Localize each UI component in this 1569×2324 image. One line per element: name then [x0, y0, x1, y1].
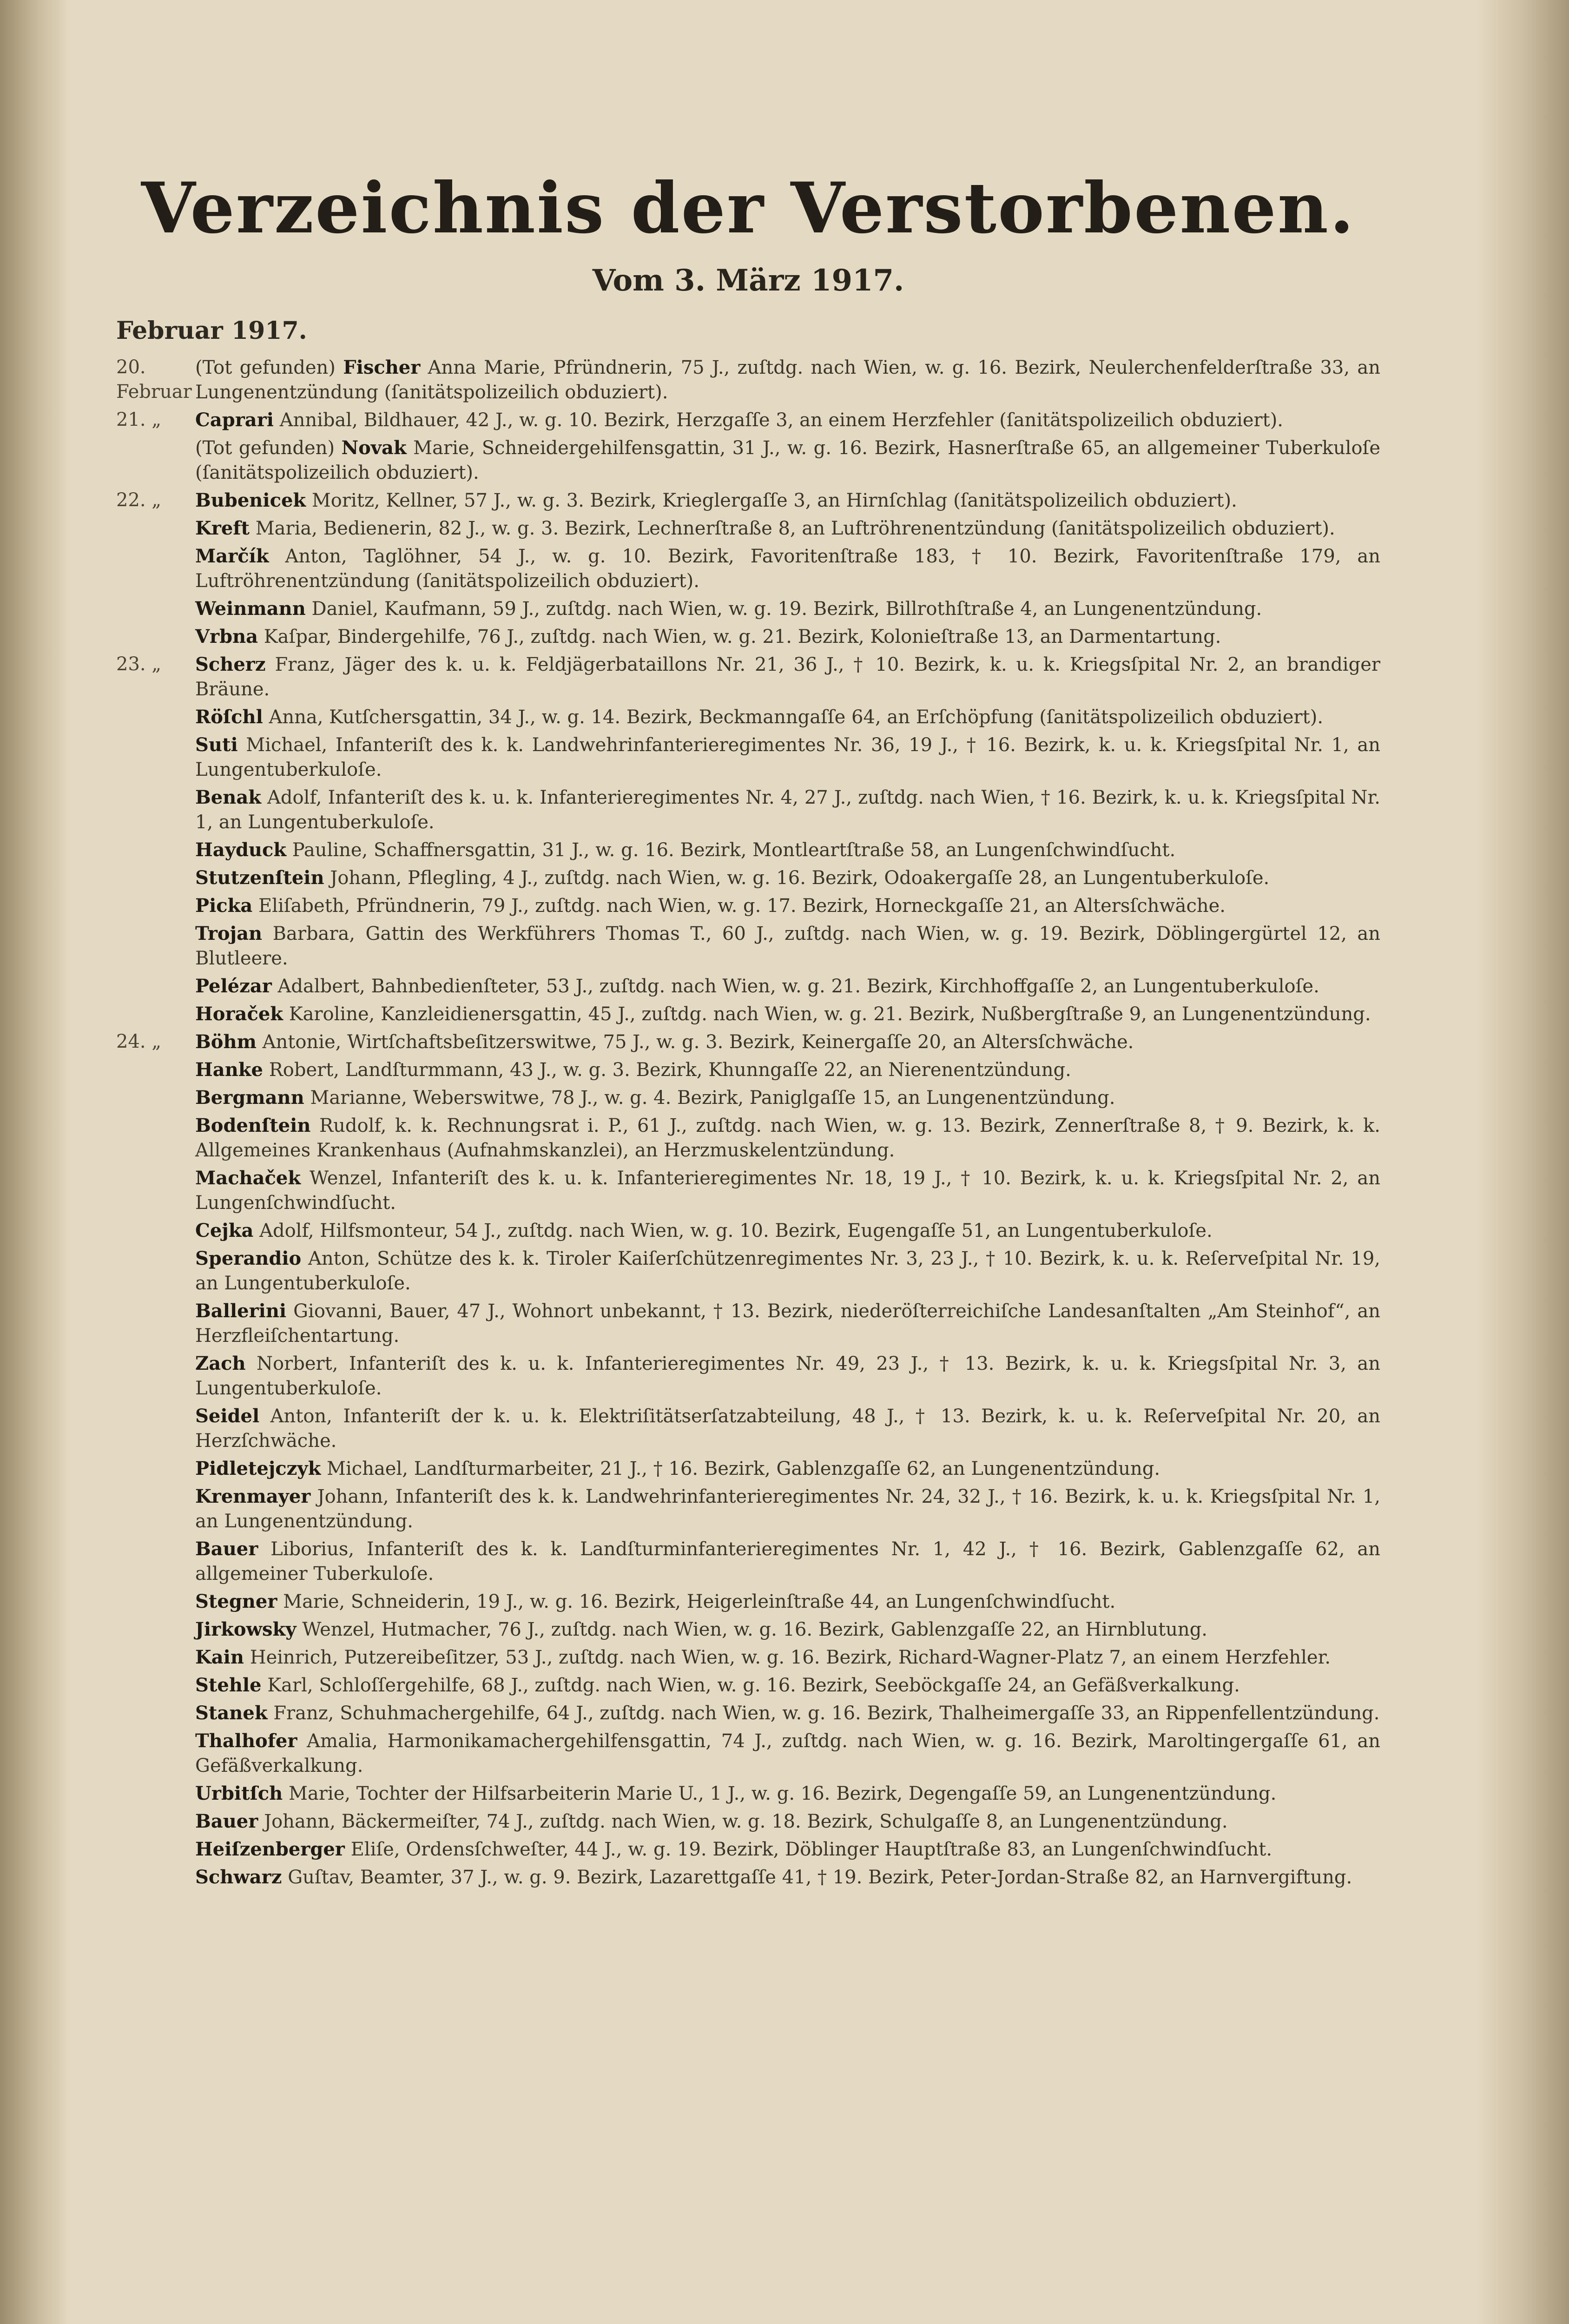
entry-details: Karoline, Kanzleidienersgattin, 45 J., zuſtdg. nach Wien, w. g. 21. Bezirk, Nußbergſtraße 9, an Lungenentzündung.	[289, 1004, 1371, 1025]
entry-text	[195, 1299, 1380, 1348]
entry-date	[116, 1166, 195, 1215]
entry-details: Franz, Schuhmachergehilfe, 64 J., zuſtdg. nach Wien, w. g. 16. Bezirk, Thalheimergaſſe 33, an Rippenfellentzündung.	[273, 1703, 1380, 1724]
entry-details: Anna, Kutſchersgattin, 34 J., w. g. 14. Bezirk, Beckmanngaſſe 64, an Erſchöpfung (ſanitätspolizeilich obduziert).	[269, 706, 1324, 728]
register-entry	[116, 1837, 1380, 1862]
entry-details: Michael, Landſturmarbeiter, 21 J., † 16. Bezirk, Gablenzgaſſe 62, an Lungenentzündung.	[327, 1458, 1160, 1479]
entry-date	[116, 624, 195, 649]
register-entry	[116, 516, 1380, 541]
register-entry	[116, 1299, 1380, 1348]
register-entry	[116, 1404, 1380, 1453]
entry-surname: Stehle	[195, 1674, 262, 1696]
entry-details: Marianne, Weberswitwe, 78 J., w. g. 4. Bezirk, Paniglgaſſe 15, an Lungenentzündung.	[310, 1087, 1115, 1109]
entry-details: Johann, Infanteriſt des k. k. Landwehrinfanterieregimentes Nr. 24, 32 J., † 16. Bezirk, k. u. k. Kriegsſpital Nr. 1, an Lungenentzündung.	[195, 1486, 1380, 1532]
entry-text	[195, 408, 1380, 433]
entry-date	[116, 544, 195, 594]
entry-surname: Zach	[195, 1353, 246, 1374]
entry-note: (Tot gefunden)	[195, 357, 336, 378]
entry-text	[195, 1617, 1380, 1642]
entry-date	[116, 1837, 195, 1862]
entry-text	[195, 1351, 1380, 1401]
register-entry	[116, 1351, 1380, 1401]
entry-surname: Hayduck	[195, 839, 287, 861]
entry-details: Anton, Taglöhner, 54 J., w. g. 10. Bezirk, Favoritenſtraße 183, † 10. Bezirk, Favoritenſtraße 179, an Luftröhrenentzündung (ſanitätspolizeilich obduziert).	[195, 546, 1380, 592]
entry-surname: Caprari	[195, 409, 274, 431]
entry-surname: Jirkowsky	[195, 1618, 297, 1640]
register-entry	[116, 1865, 1380, 1890]
entry-details: Marie, Schneidergehilfensgattin, 31 J., w. g. 16. Bezirk, Hasnerſtraße 65, an allgemeiner Tuberkuloſe (ſanitätspolizeilich obduziert).	[195, 437, 1381, 483]
entry-date	[116, 785, 195, 835]
document-subtitle: Vom 3. März 1917.	[592, 263, 904, 298]
entry-date	[116, 1456, 195, 1481]
entry-details: Adolf, Infanteriſt des k. u. k. Infanterieregimentes Nr. 4, 27 J., zuſtdg. nach Wien, † 16. Bezirk, k. u. k. Kriegsſpital Nr. 1, an Lungentuberkuloſe.	[195, 787, 1381, 833]
entry-text	[195, 516, 1380, 541]
register-entry	[116, 1057, 1380, 1083]
entry-details: Rudolf, k. k. Rechnungsrat i. P., 61 J., zuſtdg. nach Wien, w. g. 13. Bezirk, Zennerſtraße 8, † 9. Bezirk, k. k. Allgemeines Krankenhaus (Aufnahmskanzlei), an Herzmuskelentzündung.	[195, 1115, 1381, 1161]
entry-text	[195, 1781, 1380, 1806]
entry-text	[195, 1589, 1380, 1614]
entry-details: Wenzel, Hutmacher, 76 J., zuſtdg. nach Wien, w. g. 16. Bezirk, Gablenzgaſſe 22, an Hirnblutung.	[302, 1619, 1208, 1640]
entry-text	[195, 1246, 1380, 1296]
entry-details: Daniel, Kaufmann, 59 J., zuſtdg. nach Wien, w. g. 19. Bezirk, Billrothſtraße 4, an Lungenentzündung.	[311, 598, 1262, 620]
entry-details: Giovanni, Bauer, 47 J., Wohnort unbekannt, † 13. Bezirk, niederöſterreichiſche Landesanſtalten „Am Steinhof“, an Herzfleiſchentartung.	[195, 1301, 1381, 1347]
entry-surname: Stutzenſtein	[195, 867, 324, 889]
entry-note: (Tot gefunden)	[195, 437, 335, 459]
death-register-list	[116, 355, 1380, 1890]
entry-date	[116, 705, 195, 730]
entry-details: Moritz, Kellner, 57 J., w. g. 3. Bezirk, Krieglergaſſe 3, an Hirnſchlag (ſanitätspolizeilich obduziert).	[311, 490, 1237, 511]
entry-text	[195, 1218, 1380, 1243]
register-entry	[116, 488, 1380, 513]
register-entry	[116, 1246, 1380, 1296]
entry-date	[116, 1484, 195, 1534]
entry-details: Karl, Schloſſergehilfe, 68 J., zuſtdg. nach Wien, w. g. 16. Bezirk, Seeböckgaſſe 24, an Gefäßverkalkung.	[267, 1675, 1240, 1696]
entry-date	[116, 1246, 195, 1296]
entry-details: Johann, Pflegling, 4 J., zuſtdg. nach Wien, w. g. 16. Bezirk, Odoakergaſſe 28, an Lungentuberkuloſe.	[330, 867, 1270, 889]
entry-details: Adolf, Hilfsmonteur, 54 J., zuſtdg. nach Wien, w. g. 10. Bezirk, Eugengaſſe 51, an Lungentuberkuloſe.	[259, 1220, 1213, 1241]
register-entry	[116, 1113, 1380, 1163]
entry-details: Michael, Infanteriſt des k. k. Landwehrinfanterieregimentes Nr. 36, 19 J., † 16. Bezirk, k. u. k. Kriegsſpital Nr. 1, an Lungentuberkuloſe.	[195, 734, 1381, 780]
entry-surname: Röſchl	[195, 706, 263, 728]
entry-details: Guſtav, Beamter, 37 J., w. g. 9. Bezirk, Lazarettgaſſe 41, † 19. Bezirk, Peter-Jordan-Straße 82, an Harnvergiftung.	[288, 1867, 1352, 1888]
entry-text	[195, 974, 1380, 999]
register-entry	[116, 1701, 1380, 1726]
entry-date	[116, 1809, 195, 1834]
entry-details: Annibal, Bildhauer, 42 J., w. g. 10. Bezirk, Herzgaſſe 3, an einem Herzfehler (ſanitätspolizeilich obduziert).	[279, 409, 1284, 431]
entry-text	[195, 1030, 1380, 1055]
register-entry	[116, 1456, 1380, 1481]
register-entry	[116, 1085, 1380, 1110]
register-entry	[116, 1617, 1380, 1642]
entry-text	[195, 1537, 1380, 1586]
entry-details: Franz, Jäger des k. u. k. Feldjägerbataillons Nr. 21, 36 J., † 10. Bezirk, k. u. k. Kriegsſpital Nr. 2, an brandiger Bräune.	[195, 654, 1380, 700]
entry-date: 20. Februar	[116, 357, 192, 403]
entry-text	[195, 1456, 1380, 1481]
register-entry	[116, 408, 1380, 433]
entry-date	[116, 1781, 195, 1806]
register-entry	[116, 652, 1380, 702]
month-heading: Februar 1917.	[116, 317, 307, 345]
entry-date	[116, 1589, 195, 1614]
register-entry	[116, 705, 1380, 730]
register-entry	[116, 355, 1380, 405]
entry-surname: Bodenſtein	[195, 1115, 311, 1136]
entry-text	[195, 1113, 1380, 1163]
register-entry	[116, 974, 1380, 999]
entry-surname: Stegner	[195, 1591, 277, 1612]
entry-surname: Thalhofer	[195, 1730, 297, 1752]
entry-date	[116, 596, 195, 621]
entry-date	[116, 893, 195, 918]
register-entry	[116, 1729, 1380, 1778]
entry-details: Marie, Tochter der Hilfsarbeiterin Marie U., 1 J., w. g. 16. Bezirk, Degengaſſe 59, an Lungenentzündung.	[288, 1783, 1277, 1804]
entry-date	[116, 1701, 195, 1726]
entry-surname: Urbitſch	[195, 1783, 283, 1804]
entry-date	[116, 865, 195, 891]
entry-date	[116, 1865, 195, 1890]
entry-text	[195, 1085, 1380, 1110]
register-entry	[116, 733, 1380, 782]
entry-details: Adalbert, Bahnbedienſteter, 53 J., zuſtdg. nach Wien, w. g. 21. Bezirk, Kirchhoffgaſſe 2, an Lungentuberkuloſe.	[277, 976, 1319, 997]
entry-text	[195, 544, 1380, 594]
entry-date	[116, 733, 195, 782]
entry-text	[195, 624, 1380, 649]
entry-date	[116, 1057, 195, 1083]
entry-date	[116, 1645, 195, 1670]
register-entry	[116, 1537, 1380, 1586]
entry-text	[195, 436, 1380, 485]
register-entry	[116, 1589, 1380, 1614]
entry-date	[116, 1351, 195, 1401]
register-entry	[116, 838, 1380, 863]
entry-text	[195, 1865, 1380, 1890]
register-entry	[116, 1002, 1380, 1027]
entry-text	[195, 1057, 1380, 1083]
register-entry	[116, 436, 1380, 485]
entry-surname: Novak	[341, 437, 407, 459]
entry-surname: Benak	[195, 786, 261, 808]
entry-details: Anton, Schütze des k. k. Tiroler Kaiſerſchützenregimentes Nr. 3, 23 J., † 10. Bezirk, k. u. k. Reſerveſpital Nr. 19, an Lungentuberkuloſe.	[195, 1248, 1380, 1294]
entry-surname: Sperandio	[195, 1248, 302, 1269]
register-entry	[116, 1166, 1380, 1215]
entry-surname: Trojan	[195, 923, 263, 944]
entry-surname: Seidel	[195, 1405, 260, 1427]
entry-text	[195, 1404, 1380, 1453]
entry-date: 21. „	[116, 409, 162, 430]
entry-text	[195, 488, 1380, 513]
entry-date	[116, 1617, 195, 1642]
entry-text	[195, 596, 1380, 621]
entry-surname: Stanek	[195, 1702, 268, 1724]
entry-date	[116, 838, 195, 863]
entry-surname: Heiſzenberger	[195, 1838, 345, 1860]
scan-page-edge-left	[0, 0, 70, 2324]
register-entry	[116, 544, 1380, 594]
entry-details: Wenzel, Infanteriſt des k. u. k. Infanterieregimentes Nr. 18, 19 J., † 10. Bezirk, k. u. k. Kriegsſpital Nr. 2, an Lungenſchwindſucht.	[195, 1168, 1380, 1214]
entry-date	[116, 1729, 195, 1778]
entry-surname: Cejka	[195, 1220, 254, 1241]
entry-text	[195, 1166, 1380, 1215]
entry-surname: Schwarz	[195, 1866, 282, 1888]
entry-details: Marie, Schneiderin, 19 J., w. g. 16. Bezirk, Heigerleinſtraße 44, an Lungenſchwindſucht.	[283, 1591, 1116, 1612]
entry-surname: Bauer	[195, 1810, 258, 1832]
entry-details: Eliſabeth, Pfründnerin, 79 J., zuſtdg. nach Wien, w. g. 17. Bezirk, Horneckgaſſe 21, an Altersſchwäche.	[258, 895, 1226, 917]
entry-surname: Suti	[195, 734, 238, 756]
register-entry	[116, 893, 1380, 918]
scan-page-edge-right	[1476, 0, 1569, 2324]
register-entry	[116, 1645, 1380, 1670]
entry-details: Norbert, Infanteriſt des k. u. k. Infanterieregimentes Nr. 49, 23 J., † 13. Bezirk, k. u. k. Kriegsſpital Nr. 3, an Lungentuberkuloſe.	[195, 1353, 1381, 1399]
register-entry	[116, 1030, 1380, 1055]
entry-date: 22. „	[116, 489, 162, 511]
entry-surname: Picka	[195, 895, 253, 917]
entry-details: Kaſpar, Bindergehilfe, 76 J., zuſtdg. nach Wien, w. g. 21. Bezirk, Kolonieſtraße 13, an Darmentartung.	[264, 626, 1221, 647]
entry-date: 24. „	[116, 1031, 162, 1052]
entry-date	[116, 436, 195, 485]
entry-surname: Pelézar	[195, 975, 272, 997]
entry-text	[195, 865, 1380, 891]
entry-details: Barbara, Gattin des Werkführers Thomas T., 60 J., zuſtdg. nach Wien, w. g. 19. Bezirk, Döblingergürtel 12, an Blutleere.	[195, 923, 1380, 969]
entry-surname: Machaček	[195, 1167, 301, 1189]
entry-surname: Vrbna	[195, 626, 258, 647]
register-entry	[116, 596, 1380, 621]
entry-text	[195, 1701, 1380, 1726]
entry-text	[195, 1837, 1380, 1862]
entry-surname: Krenmayer	[195, 1486, 311, 1507]
entry-surname: Scherz	[195, 654, 266, 675]
entry-date	[116, 1299, 195, 1348]
register-entry	[116, 865, 1380, 891]
entry-date	[116, 1537, 195, 1586]
register-entry	[116, 785, 1380, 835]
entry-date	[116, 1113, 195, 1163]
entry-surname: Bergmann	[195, 1087, 304, 1109]
entry-date	[116, 516, 195, 541]
entry-details: Heinrich, Putzereibeſitzer, 53 J., zuſtdg. nach Wien, w. g. 16. Bezirk, Richard-Wagner-Platz 7, an einem Herzfehler.	[250, 1647, 1331, 1668]
register-entry	[116, 1781, 1380, 1806]
entry-surname: Ballerini	[195, 1300, 287, 1322]
entry-date	[116, 1085, 195, 1110]
entry-details: Maria, Bedienerin, 82 J., w. g. 3. Bezirk, Lechnerſtraße 8, an Luftröhrenentzündung (ſanitätspolizeilich obduziert).	[255, 518, 1335, 539]
entry-surname: Fischer	[343, 357, 421, 378]
entry-date	[116, 921, 195, 971]
register-entry	[116, 921, 1380, 971]
entry-details: Amalia, Harmonikamachergehilfensgattin, 74 J., zuſtdg. nach Wien, w. g. 16. Bezirk, Maroltingergaſſe 61, an Gefäßverkalkung.	[195, 1730, 1381, 1776]
entry-text	[195, 355, 1380, 405]
entry-details: Pauline, Schaffnersgattin, 31 J., w. g. 16. Bezirk, Montleartſtraße 58, an Lungenſchwindſucht.	[292, 839, 1176, 861]
entry-text	[195, 1645, 1380, 1670]
entry-text	[195, 1809, 1380, 1834]
register-entry	[116, 1809, 1380, 1834]
entry-text	[195, 785, 1380, 835]
entry-surname: Hanke	[195, 1059, 263, 1081]
entry-date	[116, 1673, 195, 1698]
entry-text	[195, 1673, 1380, 1698]
entry-surname: Kreft	[195, 517, 250, 539]
entry-details: Eliſe, Ordensſchweſter, 44 J., w. g. 19. Bezirk, Döblinger Hauptſtraße 83, an Lungenſchwindſucht.	[350, 1839, 1272, 1860]
entry-surname: Bauer	[195, 1538, 258, 1560]
entry-details: Antonie, Wirtſchaftsbeſitzerswitwe, 75 J., w. g. 3. Bezirk, Keinergaſſe 20, an Altersſchwäche.	[262, 1031, 1134, 1053]
entry-text	[195, 1484, 1380, 1534]
entry-details: Johann, Bäckermeiſter, 74 J., zuſtdg. nach Wien, w. g. 18. Bezirk, Schulgaſſe 8, an Lungenentzündung.	[264, 1811, 1228, 1832]
register-entry	[116, 624, 1380, 649]
document-page	[116, 149, 1380, 1893]
entry-date	[116, 1218, 195, 1243]
entry-text	[195, 652, 1380, 702]
entry-details: Robert, Landſturmmann, 43 J., w. g. 3. Bezirk, Khunngaſſe 22, an Nierenentzündung.	[269, 1059, 1071, 1081]
entry-details: Liborius, Infanteriſt des k. k. Landſturminfanterieregimentes Nr. 1, 42 J., † 16. Bezirk, Gablenzgaſſe 62, an allgemeiner Tuberkuloſe.	[195, 1538, 1381, 1585]
entry-date	[116, 974, 195, 999]
entry-date	[116, 1404, 195, 1453]
entry-text	[195, 1729, 1380, 1778]
entry-surname: Böhm	[195, 1031, 257, 1053]
register-entry	[116, 1484, 1380, 1534]
entry-details: Anton, Infanteriſt der k. u. k. Elektriſitätserſatzabteilung, 48 J., † 13. Bezirk, k. u. k. Reſerveſpital Nr. 20, an Herzſchwäche.	[195, 1406, 1380, 1452]
entry-text	[195, 921, 1380, 971]
entry-date: 23. „	[116, 654, 162, 675]
document-title: Verzeichnis der Verstorbenen.	[141, 167, 1356, 249]
entry-text	[195, 733, 1380, 782]
entry-text	[195, 838, 1380, 863]
entry-surname: Weinmann	[195, 598, 306, 620]
entry-surname: Bubenicek	[195, 489, 306, 511]
entry-surname: Horaček	[195, 1003, 283, 1025]
entry-text	[195, 705, 1380, 730]
register-entry	[116, 1218, 1380, 1243]
entry-text	[195, 893, 1380, 918]
entry-details: Anna Marie, Pfründnerin, 75 J., zuſtdg. nach Wien, w. g. 16. Bezirk, Neulerchenfelderſtraße 33, an Lungenentzündung (ſanitätspolizeilich obduziert).	[195, 357, 1380, 403]
entry-surname: Pidletejczyk	[195, 1458, 321, 1479]
entry-surname: Kain	[195, 1646, 244, 1668]
entry-date	[116, 1002, 195, 1027]
entry-surname: Marčík	[195, 545, 269, 567]
entry-text	[195, 1002, 1380, 1027]
register-entry	[116, 1673, 1380, 1698]
